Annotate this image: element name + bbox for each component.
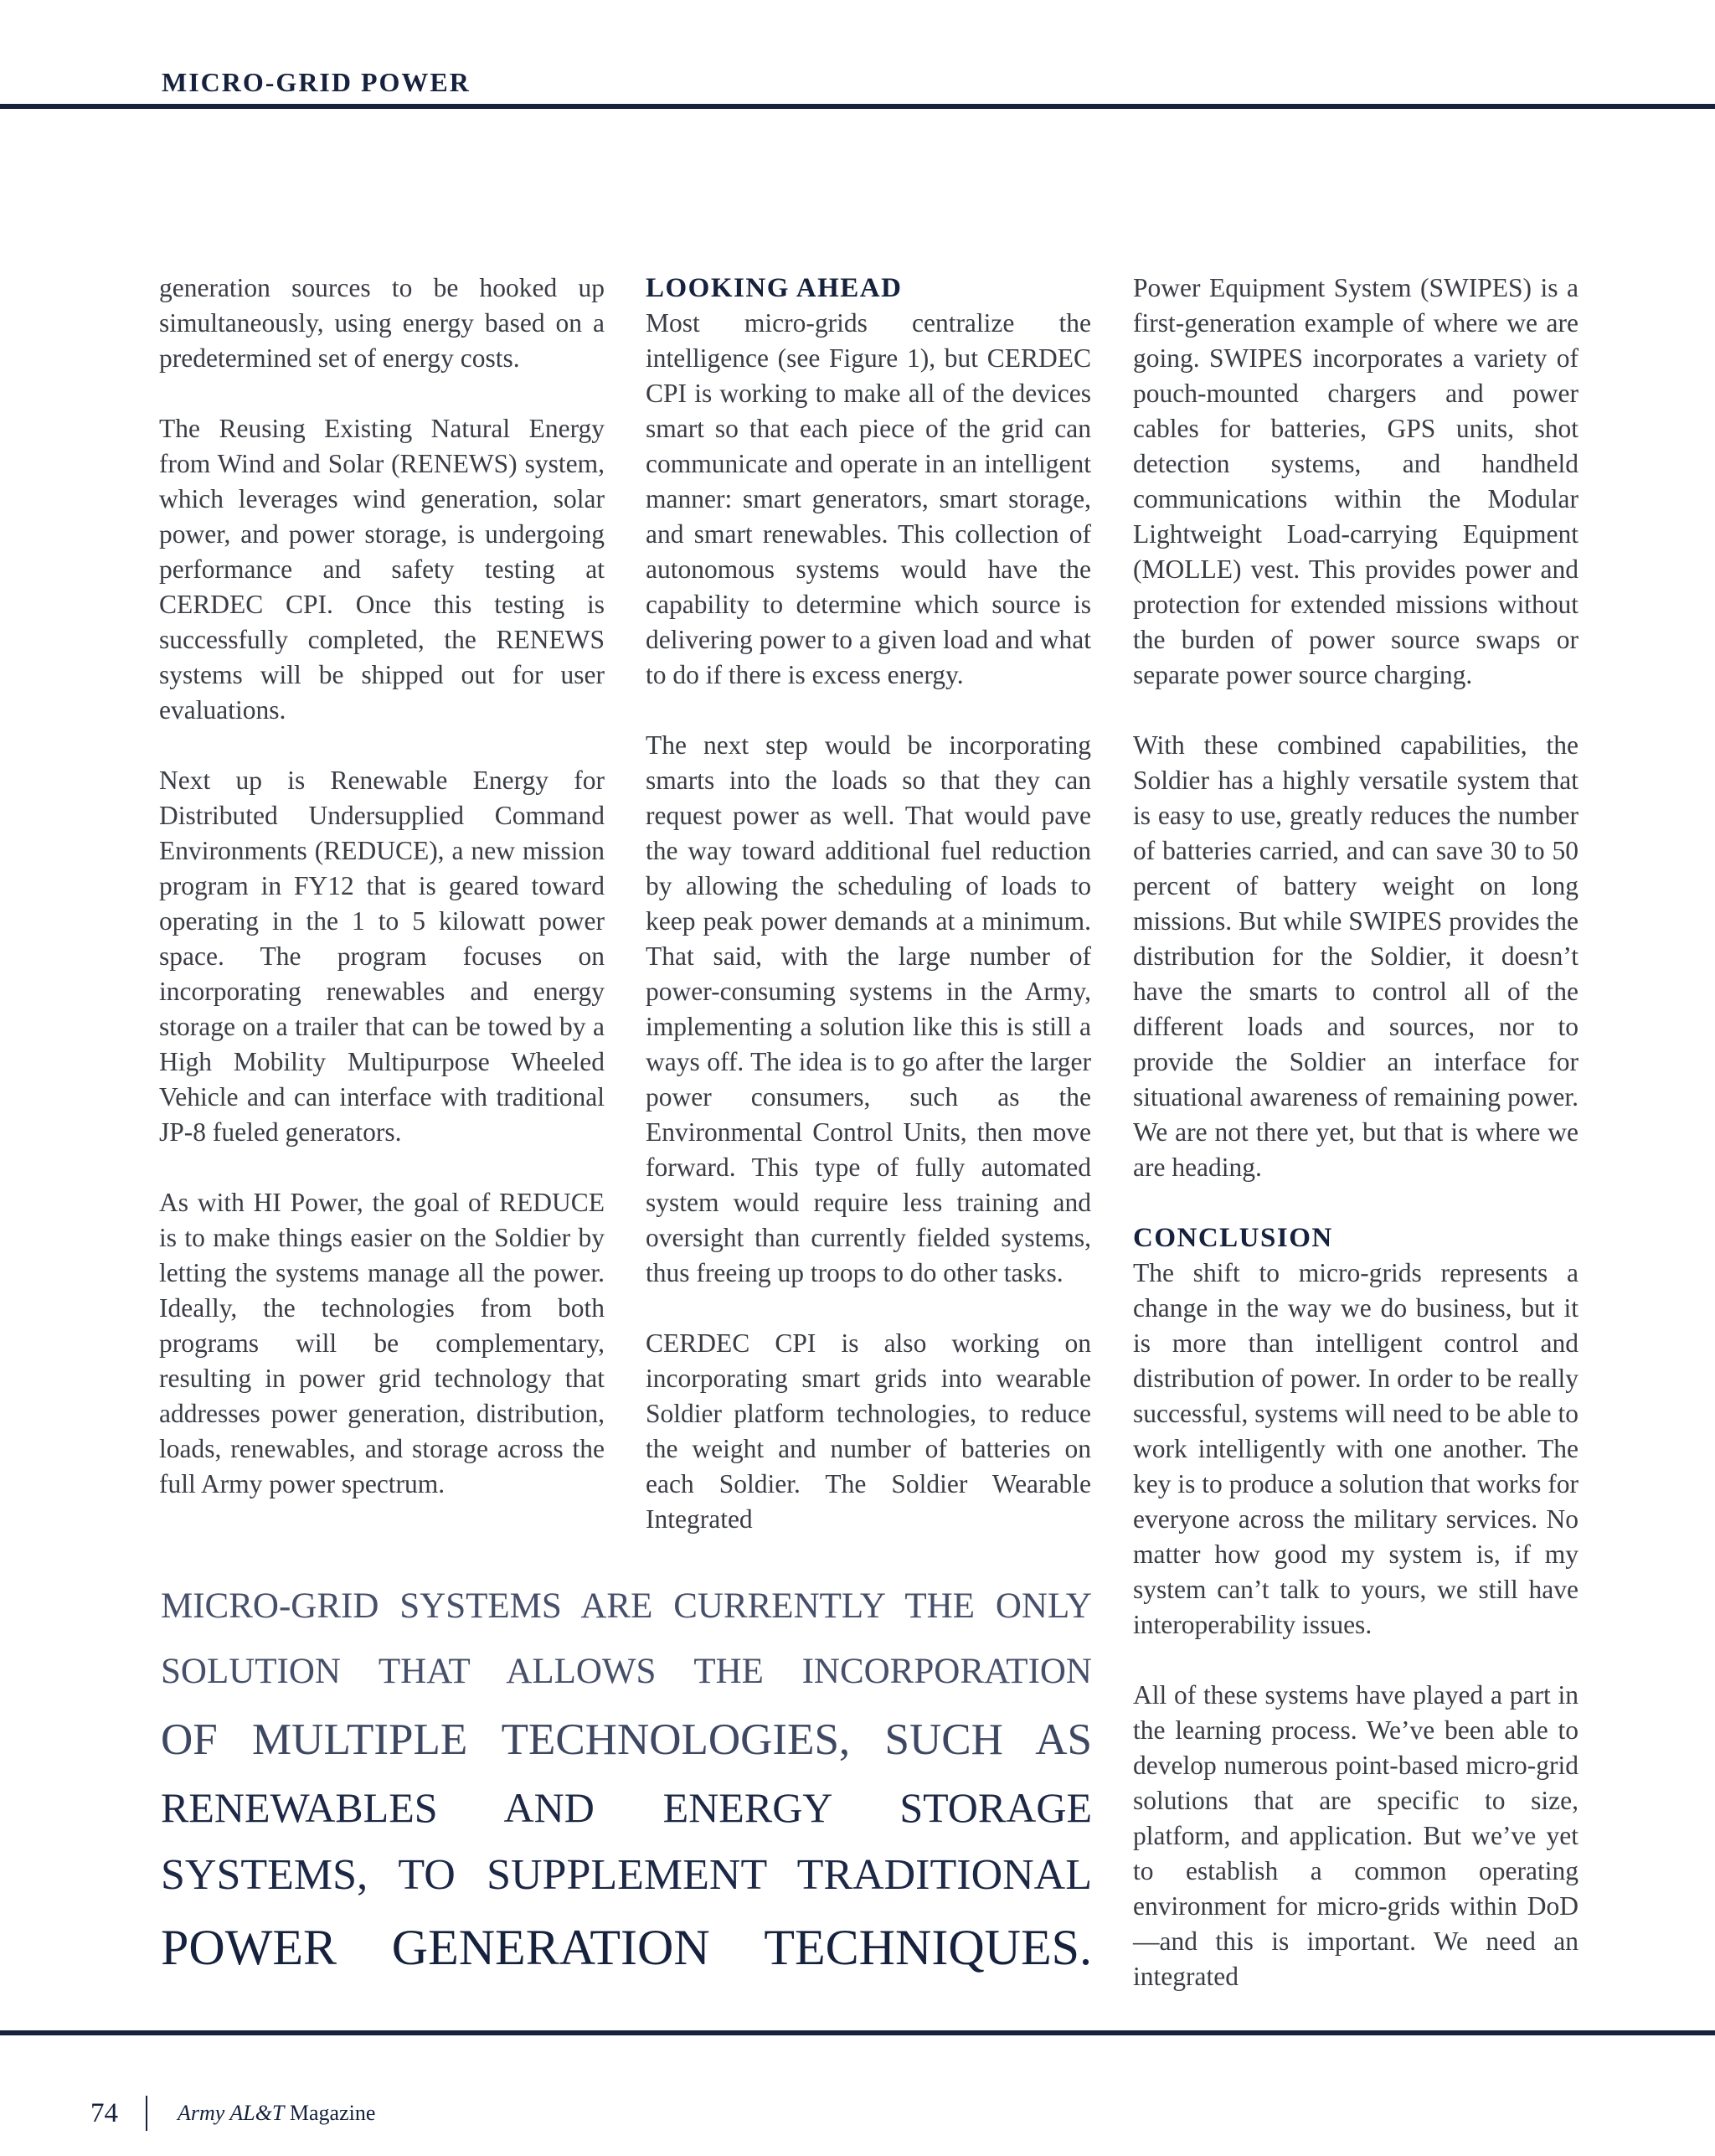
pull-quote-line: SOLUTION THAT ALLOWS THE INCORPORATION	[161, 1652, 1092, 1691]
paragraph: CERDEC CPI is also working on incorporating smart grids into wearable Soldier platform technologies, to reduce the weight and number of batteries on each Soldier. The Soldier Wearable Integrated	[646, 1328, 1091, 1534]
paragraph: Power Equipment System (SWIPES) is a first-generation example of where we are going. SWIPES incorporates a variety of pouch-mounted chargers and power cables for batteries, GPS units, shot detection systems, and handheld communications within the Modular Lightweight Load-carrying Equipment (MOLLE) vest. This provides power and protection for extended missions without the burden of power source swaps or separate power source charging.	[1133, 273, 1579, 689]
section-heading-conclusion: CONCLUSION	[1133, 1223, 1333, 1253]
paragraph: All of these systems have played a part in the learning process. We’ve been able to develop numerous point-based micro-grid solutions that are specific to size, platform, and application. But we’ve yet to establish a common operating environment for micro-grids within DoD—and this is important. We need an integrated	[1133, 1680, 1579, 1991]
footer-divider	[146, 2096, 147, 2131]
paragraph: With these combined capabilities, the Soldier has a highly versatile system that is easy to use, greatly reduces the number of batteries carried, and can save 30 to 50 percent of battery weight on long missions. But while SWIPES provides the distribution for the Soldier, it doesn’t have the smarts to control all of the different loads and sources, nor to provide the Soldier an interface for situational awareness of remaining power. We are not there yet, but that is where we are heading.	[1133, 730, 1579, 1182]
magazine-title-italic: Army AL&T	[178, 2101, 285, 2125]
paragraph: Most micro-grids centralize the intelligence (see Figure 1), but CERDEC CPI is working to make all of the devices smart so that each piece of the grid can communicate and operate in an intelligent manner: smart generators, smart storage, and smart renewables. This collection of autonomous systems would have the capability to determine which source is delivering power to a given load and what to do if there is excess energy.	[646, 308, 1091, 689]
pull-quote	[161, 1575, 1092, 1985]
article-column-1	[159, 271, 605, 1502]
pull-quote-line: RENEWABLES AND ENERGY STORAGE	[161, 1784, 1092, 1831]
article-column-2	[646, 271, 1091, 1537]
section-label: MICRO-GRID POWER	[162, 67, 471, 97]
paragraph: The next step would be incorporating smarts into the loads so that they can request power as well. That would pave the way toward additional fuel reduction by allowing the scheduling of loads to keep peak power demands at a minimum. That said, with the large number of power-consuming systems in the Army, implementing a solution like this is still a ways off. The idea is to go after the larger power consumers, such as the Environmental Control Units, then move forward. This type of fully automated system would require less training and oversight than currently fielded systems, thus freeing up troops to do other tasks.	[646, 730, 1091, 1287]
page-number: 74	[90, 2097, 118, 2128]
pull-quote-line: OF MULTIPLE TECHNOLOGIES, SUCH AS	[161, 1715, 1092, 1764]
pull-quote-line: SYSTEMS, TO SUPPLEMENT TRADITIONAL	[161, 1851, 1092, 1899]
pull-quote-line: POWER GENERATION TECHNIQUES.	[161, 1920, 1092, 1975]
pull-quote-line: MICRO-GRID SYSTEMS ARE CURRENTLY THE ONLY	[161, 1586, 1092, 1626]
magazine-title	[178, 2101, 375, 2126]
page-footer	[90, 2094, 375, 2133]
paragraph: generation sources to be hooked up simultaneously, using energy based on a predetermined set of energy costs.	[159, 273, 605, 373]
paragraph: As with HI Power, the goal of REDUCE is to make things easier on the Soldier by letting the systems manage all the power. Ideally, the technologies from both programs will be complementary, resulting in power grid technology that addresses power generation, distribution, loads, renewables, and storage across the full Army power spectrum.	[159, 1188, 605, 1498]
section-heading-looking-ahead: LOOKING AHEAD	[646, 273, 903, 303]
article-column-3	[1133, 271, 1579, 1994]
header-rule	[0, 104, 1715, 109]
paragraph: The shift to micro-grids represents a change in the way we do business, but it is more than intelligent control and distribution of power. In order to be really successful, systems will need to be able to work intelligently with one another. The key is to produce a solution that works for everyone across the military services. No matter how good my system is, if my system can’t talk to yours, we still have interoperability issues.	[1133, 1258, 1579, 1639]
footer-rule	[0, 2030, 1715, 2035]
magazine-title-roman: Magazine	[289, 2101, 376, 2125]
paragraph: The Reusing Existing Natural Energy from Wind and Solar (RENEWS) system, which leverages wind generation, solar power, and power storage, is undergoing performance and safety testing at CERDEC CPI. Once this testing is successfully completed, the RENEWS systems will be shipped out for user evaluations.	[159, 414, 605, 725]
paragraph: Next up is Renewable Energy for Distributed Undersupplied Command Environments (REDUCE), a new mission program in FY12 that is geared toward operating in the 1 to 5 kilowatt power space. The program focuses on incorporating renewables and energy storage on a trailer that can be towed by a High Mobility Multipurpose Wheeled Vehicle and can interface with traditional JP-8 fueled generators.	[159, 766, 605, 1147]
